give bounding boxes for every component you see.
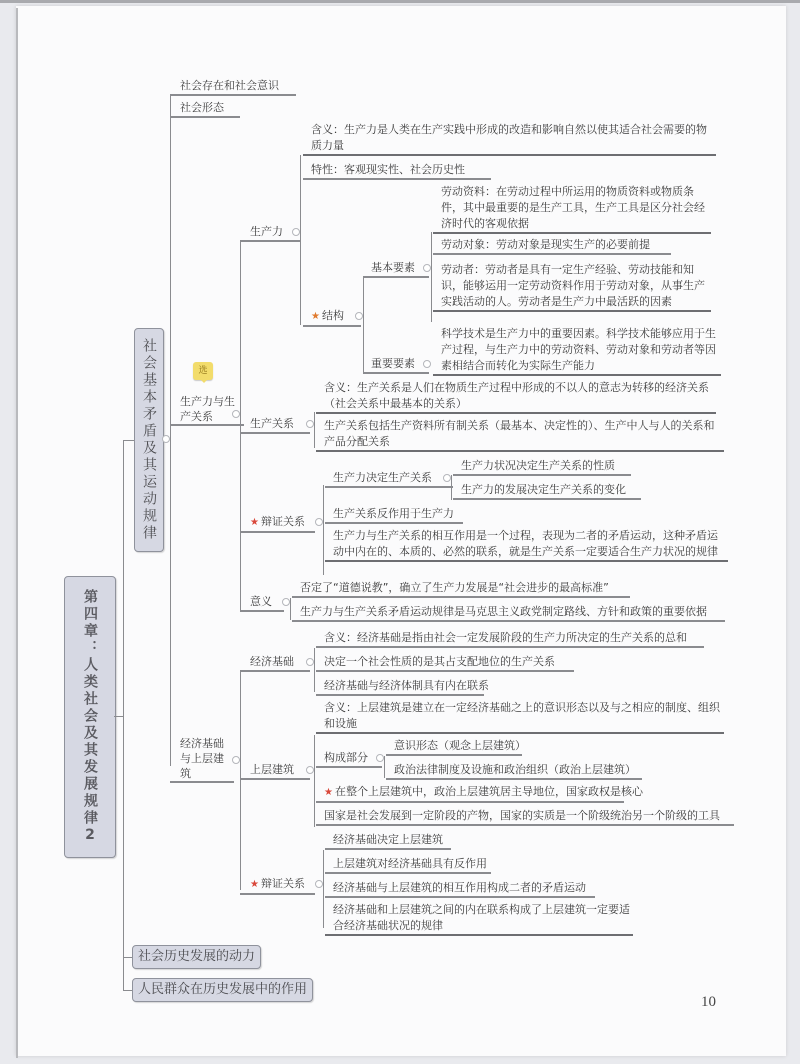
collapse-toggle[interactable] [315, 518, 323, 526]
eb-sb-item-4: 经济基础和上层建筑之间的内在联系构成了上层建筑一定要适合经济基础状况的规律 [325, 902, 633, 936]
collapse-toggle[interactable] [423, 360, 431, 368]
connector [290, 598, 291, 620]
node-significance[interactable]: 意义 [240, 594, 284, 612]
node-pf-decides-pr[interactable]: 生产力决定生产关系 [325, 470, 453, 488]
eb-sb-item-1: 经济基础决定上层建筑 [325, 832, 451, 850]
collapse-toggle[interactable] [306, 658, 314, 666]
node-components[interactable]: 构成部分 [316, 750, 382, 768]
connector [123, 957, 132, 958]
connector [451, 475, 452, 500]
collapse-toggle[interactable] [232, 756, 240, 764]
eb-sb-item-2: 上层建筑对经济基础具有反作用 [325, 856, 491, 874]
root-node[interactable] [64, 576, 116, 858]
collapse-toggle[interactable] [376, 754, 384, 762]
node-social-form[interactable]: 社会形态 [170, 100, 240, 118]
branch-basic-contradiction[interactable] [134, 328, 164, 552]
collapse-toggle[interactable] [292, 228, 300, 236]
root-label: 第四章：人类社会及其发展规律2 [82, 588, 98, 846]
sticker-select-badge: 选 [193, 362, 213, 380]
branch-historical-motive[interactable]: 社会历史发展的动力 [132, 945, 261, 969]
decide-item-nature: 生产力状况决定生产关系的性质 [453, 458, 631, 476]
node-productivity[interactable]: 生产力 [240, 224, 300, 242]
connector [300, 155, 301, 325]
component-ideology: 意识形态（观念上层建筑） [386, 738, 522, 756]
node-eb-sb[interactable]: 经济基础与上层建筑 [170, 736, 234, 783]
important-element-sci-tech: 科学技术是生产力中的重要因素。科学技术能够应用于生产过程，与生产力中的劳动资料、劳动对象和劳动者等因素相结合而转化为实际生产能力 [433, 326, 721, 376]
node-important-elements[interactable]: 重要要素 [363, 356, 429, 374]
relations-content: 生产关系包括生产资料所有制关系（最基本、决定性的）、生产中人与人的关系和产品分配关系 [316, 418, 724, 452]
collapse-toggle[interactable] [232, 410, 240, 418]
productivity-meaning: 含义：生产力是人类在生产实践中形成的改造和影响自然以使其适合社会需要的物质力量 [303, 122, 716, 156]
super-state: 国家是社会发展到一定阶段的产物，国家的实质是一个阶级统治另一个阶级的工具 [316, 808, 734, 826]
branch-label: 社会基本矛盾及其运动规律 [141, 338, 157, 542]
collapse-toggle[interactable] [315, 880, 323, 888]
connector [314, 412, 315, 448]
basic-element-means: 劳动资料：在劳动过程中所运用的物质资料或物质条件，其中最重要的是生产工具，生产工具是区分社会经济时代的客观依据 [433, 184, 711, 234]
top-edge [0, 0, 800, 3]
connector [170, 96, 171, 766]
node-structure[interactable]: ★ 结构 [303, 308, 361, 327]
super-dominant: ★ 在整个上层建筑中，政治上层建筑居主导地位，国家政权是核心 [316, 784, 624, 803]
connector [123, 990, 132, 991]
super-meaning: 含义：上层建筑是建立在一定经济基础之上的意识形态以及与之相应的制度、组织和设施 [316, 700, 724, 734]
node-pr-reacts: 生产关系反作用于生产力 [325, 506, 463, 524]
component-political: 政治法律制度及设施和政治组织（政治上层建筑） [386, 762, 642, 780]
decide-item-change: 生产力的发展决定生产关系的变化 [453, 482, 641, 500]
collapse-toggle[interactable] [306, 420, 314, 428]
collapse-toggle[interactable] [355, 312, 363, 320]
eb-sb-item-3: 经济基础与上层建筑的相互作用构成二者的矛盾运动 [325, 880, 595, 898]
connector [123, 440, 124, 990]
productivity-nature: 特性：客观现实性、社会历史性 [303, 162, 491, 180]
connector [314, 648, 315, 692]
node-production-relations[interactable]: 生产关系 [240, 416, 310, 434]
connector [323, 850, 324, 928]
base-system: 经济基础与经济体制具有内在联系 [316, 678, 484, 696]
connector [240, 670, 241, 890]
connector [123, 440, 134, 441]
significance-item-1: 否定了“道德说教”，确立了生产力发展是“社会进步的最高标准” [292, 580, 630, 598]
connector [323, 485, 324, 575]
basic-element-object: 劳动对象：劳动对象是现实生产的必要前提 [433, 237, 671, 255]
star-icon: ★ [250, 517, 259, 528]
connector [431, 232, 432, 322]
node-pf-pr[interactable]: 生产力与生产关系 [170, 394, 244, 426]
star-icon: ★ [324, 787, 333, 798]
base-nature: 决定一个社会性质的是其占支配地位的生产关系 [316, 654, 574, 672]
branch-people-role[interactable]: 人民群众在历史发展中的作用 [132, 978, 313, 1002]
connector [384, 756, 385, 778]
star-icon: ★ [250, 879, 259, 890]
node-dialectic-eb-sb[interactable]: ★ 辩证关系 [240, 876, 315, 895]
relations-meaning: 含义：生产关系是人们在物质生产过程中形成的不以人的意志为转移的经济关系（社会关系中最基本的关系） [316, 380, 716, 414]
page-number: 10 [701, 994, 716, 1010]
collapse-toggle[interactable] [162, 435, 170, 443]
node-pf-pr-law: 生产力与生产关系的相互作用是一个过程，表现为二者的矛盾运动，这种矛盾运动中内在的、本质的、必然的联系，就是生产关系一定要适合生产力状况的规律 [325, 528, 728, 562]
collapse-toggle[interactable] [306, 766, 314, 774]
collapse-toggle[interactable] [282, 598, 290, 606]
node-social-existence[interactable]: 社会存在和社会意识 [170, 78, 296, 96]
basic-element-laborer: 劳动者：劳动者是具有一定生产经验、劳动技能和知识，能够运用一定劳动资料作用于劳动对象，从事生产实践活动的人。劳动者是生产力中最活跃的因素 [433, 262, 711, 312]
page-left-edge [16, 8, 18, 1058]
collapse-toggle[interactable] [443, 474, 451, 482]
base-meaning: 含义：经济基础是指由社会一定发展阶段的生产力所决定的生产关系的总和 [316, 630, 704, 648]
node-economic-base[interactable]: 经济基础 [240, 654, 310, 672]
node-dialectic-pf-pr[interactable]: ★ 辩证关系 [240, 514, 315, 533]
node-superstructure[interactable]: 上层建筑 [240, 762, 310, 780]
significance-item-2: 生产力与生产关系矛盾运动规律是马克思主义政党制定路线、方针和政策的重要依据 [292, 604, 725, 622]
connector [314, 735, 315, 827]
collapse-toggle[interactable] [423, 264, 431, 272]
node-basic-elements[interactable]: 基本要素 [363, 260, 429, 278]
star-icon: ★ [311, 311, 320, 322]
